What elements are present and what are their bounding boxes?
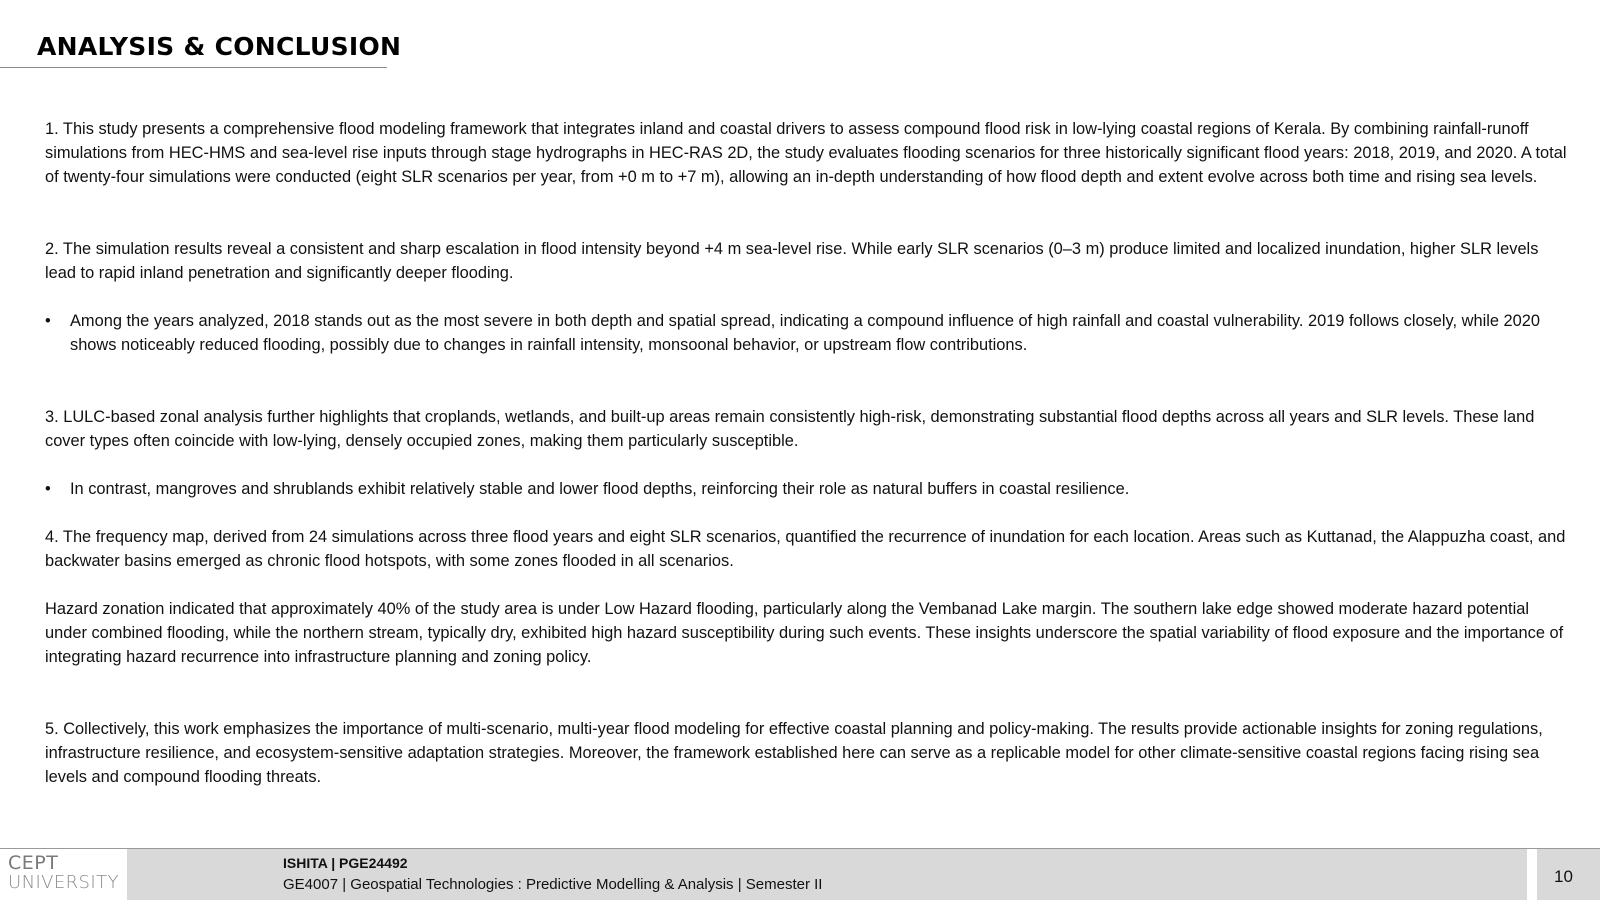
bullet-list-1 [45, 309, 1570, 357]
logo-text-top: CEPT [8, 852, 59, 874]
bullet-text: In contrast, mangroves and shrublands exhibit relatively stable and lower flood depths, reinforcing their role as natural buffers in coastal resilience. [70, 480, 1130, 498]
spacer [45, 189, 1570, 237]
paragraph-5: 5. Collectively, this work emphasizes the importance of multi-scenario, multi-year flood modeling for effective coastal planning and policy-making. The results provide actionable insights for zoning regulations, infrastructure resilience, and ecosystem-sensitive adaptation strategies. Moreover, the framework established here can serve as a replicable model for other climate-sensitive coastal regions facing rising sea levels and compound flooding threats. [45, 720, 1543, 786]
main-content [45, 117, 1570, 789]
spacer [45, 501, 1570, 525]
page-title: ANALYSIS & CONCLUSION [37, 32, 402, 61]
paragraph-4: 4. The frequency map, derived from 24 simulations across three flood years and eight SLR scenarios, quantified the recurrence of inundation for each location. Areas such as Kuttanad, the Alappuzha coast, and backwater basins emerged as chronic flood hotspots, with some zones flooded in all scenarios. [45, 528, 1566, 570]
bullet-icon: • [45, 480, 51, 498]
footer-info-band [127, 849, 1527, 900]
spacer [45, 453, 1570, 477]
footer [0, 848, 1600, 900]
course-info: GE4007 | Geospatial Technologies : Predictive Modelling & Analysis | Semester II [283, 876, 823, 893]
title-bar [0, 30, 402, 68]
bullet-item [45, 309, 1570, 357]
spacer [45, 573, 1570, 597]
bullet-item [45, 477, 1570, 501]
bullet-icon: • [45, 312, 51, 330]
spacer [45, 669, 1570, 717]
university-logo [0, 849, 127, 900]
page-number: 10 [1554, 867, 1573, 886]
paragraph-2: 2. The simulation results reveal a consistent and sharp escalation in flood intensity beyond +4 m sea-level rise. While early SLR scenarios (0–3 m) produce limited and localized inundation, higher SLR levels lead to rapid inland penetration and significantly deeper flooding. [45, 240, 1539, 282]
paragraph-hazard: Hazard zonation indicated that approximately 40% of the study area is under Low Hazard flooding, particularly along the Vembanad Lake margin. The southern lake edge showed moderate hazard potential under combined flooding, while the northern stream, typically dry, exhibited high hazard susceptibility during such events. These insights underscore the spatial variability of flood exposure and the importance of integrating hazard recurrence into infrastructure planning and zoning policy. [45, 600, 1564, 666]
author-id: ISHITA | PGE24492 [283, 855, 408, 871]
paragraph-1: 1. This study presents a comprehensive flood modeling framework that integrates inland and coastal drivers to assess compound flood risk in low-lying coastal regions of Kerala. By combining rainfall-runoff simulations from HEC-HMS and sea-level rise inputs through stage hydrographs in HEC-RAS 2D, the study evaluates flooding scenarios for three historically significant flood years: 2018, 2019, and 2020. A total of twenty-four simulations were conducted (eight SLR scenarios per year, from +0 m to +7 m), allowing an in-depth understanding of how flood depth and extent evolve across both time and rising sea levels. [45, 120, 1567, 186]
footer-separator [1527, 849, 1537, 900]
spacer [45, 285, 1570, 309]
bullet-text: Among the years analyzed, 2018 stands out as the most severe in both depth and spatial spread, indicating a compound influence of high rainfall and coastal vulnerability. 2019 follows closely, while 2020 shows noticeably reduced flooding, possibly due to changes in rainfall intensity, monsoonal behavior, or upstream flow contributions. [70, 312, 1540, 354]
bullet-list-2 [45, 477, 1570, 501]
logo-text-bottom: UNIVERSITY [8, 872, 119, 893]
paragraph-3: 3. LULC-based zonal analysis further highlights that croplands, wetlands, and built-up areas remain consistently high-risk, demonstrating substantial flood depths across all years and SLR levels. These land cover types often coincide with low-lying, densely occupied zones, making them particularly susceptible. [45, 408, 1535, 450]
spacer [45, 357, 1570, 405]
